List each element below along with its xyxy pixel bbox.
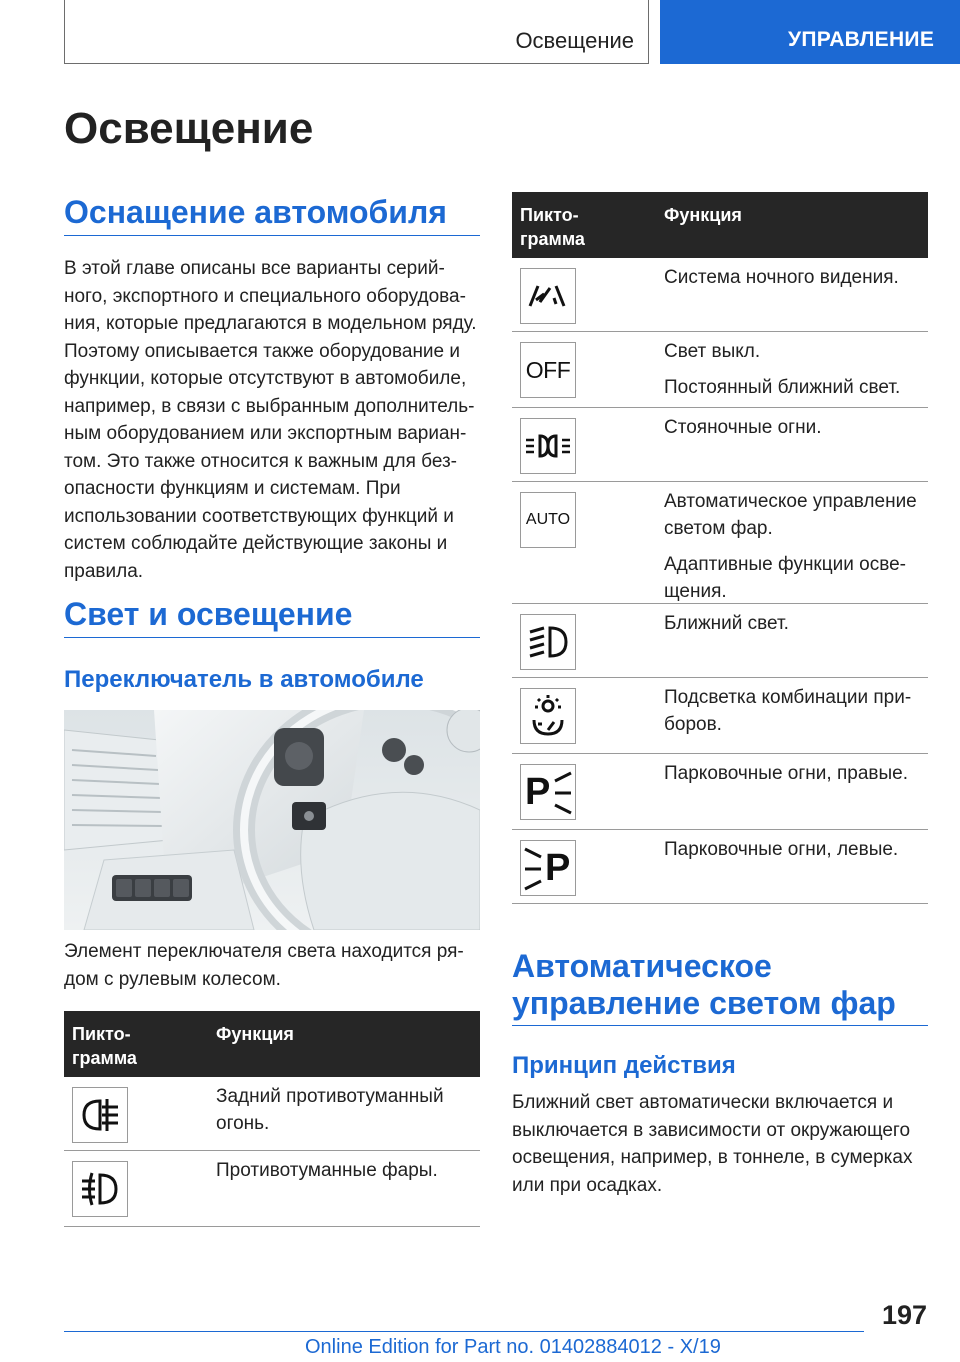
principle-text: Ближний свет автоматически включается и выключается в зависимости от окружающего освещения, например, в тоннеле, в сумерках или при осадках. — [512, 1092, 913, 1196]
table-row — [512, 408, 928, 482]
table-row — [512, 482, 928, 604]
page-number: 197 — [882, 1300, 928, 1330]
header-chapter-tab — [660, 0, 960, 64]
parking-lights-icon — [520, 418, 576, 474]
table-row — [64, 1151, 480, 1227]
table-row — [512, 754, 928, 830]
right-function-table — [512, 192, 928, 904]
table-row — [64, 1077, 480, 1151]
header-section-tab — [64, 0, 649, 64]
principle-subheading: Принцип действия — [512, 1052, 736, 1079]
equipment-heading: Оснащение автомобиля — [64, 194, 447, 230]
table-row — [512, 830, 928, 904]
light-heading-rule — [64, 637, 480, 638]
table-row — [512, 604, 928, 678]
auto-control-heading-line2: управление светом фар — [512, 985, 896, 1021]
car-interior-illustration — [64, 710, 480, 930]
function-text: Задний противотуманный огонь. — [216, 1086, 444, 1134]
footer-rule — [64, 1331, 864, 1332]
function-text: Подсветка комбинации при-боров. — [664, 687, 912, 735]
header-chapter-title: УПРАВЛЕНИЕ — [788, 28, 935, 51]
lights-off-icon: OFF — [520, 342, 576, 398]
equipment-text: В этой главе описаны все варианты серий-ного, экспортного и специального оборудова-ния, которые предлагаются в модельном ряду. Поэтому описывается также оборудование и функции, которые отсутствуют в автомобиле, например, в связи с выбранным дополнитель-ным оборудованием или экспортным вариан-том. Это также относится к важным для без-опасности функциям и системам. При использовании соответствующих функций и систем соблюдайте действующие законы и правила. — [64, 258, 477, 582]
auto-control-heading-line1: Автоматическое — [512, 948, 772, 984]
auto-headlight-icon: AUTO — [520, 492, 576, 548]
parking-light-left-icon: P — [520, 840, 576, 896]
function-text: Противотуманные фары. — [216, 1160, 438, 1181]
page-title: Освещение — [64, 104, 314, 153]
function-text: Парковочные огни, правые. — [664, 763, 908, 784]
table-row — [512, 258, 928, 332]
column-header-function: Функция — [216, 1024, 294, 1044]
light-switch-photo — [64, 710, 480, 930]
column-header-pictogram: Пикто-грамма — [72, 1024, 137, 1068]
header-section-title: Освещение — [515, 28, 634, 53]
column-header-function: Функция — [664, 205, 742, 225]
night-vision-icon — [520, 268, 576, 324]
function-text: Стояночные огни. — [664, 417, 822, 438]
function-text: Ближний свет. — [664, 613, 789, 634]
function-text: Автоматическое управление светом фар. Адаптивные функции осве-щения. — [664, 491, 917, 602]
table-row — [512, 332, 928, 408]
footer-edition: Online Edition for Part no. 01402884012 - X/19 — [305, 1336, 721, 1358]
function-text: Система ночного видения. — [664, 267, 899, 288]
function-text: Свет выкл. Постоянный ближний свет. — [664, 341, 901, 398]
table-header — [64, 1011, 480, 1077]
equipment-heading-rule — [64, 235, 480, 236]
instrument-lighting-icon — [520, 688, 576, 744]
switch-subheading: Переключатель в автомобиле — [64, 666, 424, 693]
low-beam-icon — [520, 614, 576, 670]
left-function-table — [64, 1011, 480, 1227]
rear-fog-light-icon — [72, 1087, 128, 1143]
light-heading: Свет и освещение — [64, 596, 353, 632]
function-text: Парковочные огни, левые. — [664, 839, 899, 860]
auto-control-heading-rule — [512, 1025, 928, 1026]
switch-caption: Элемент переключателя света находится ря-дом с рулевым колесом. — [64, 941, 464, 990]
parking-light-right-icon: P — [520, 764, 576, 820]
table-header — [512, 192, 928, 258]
table-row — [512, 678, 928, 754]
front-fog-light-icon — [72, 1161, 128, 1217]
column-header-pictogram: Пикто-грамма — [520, 205, 585, 249]
